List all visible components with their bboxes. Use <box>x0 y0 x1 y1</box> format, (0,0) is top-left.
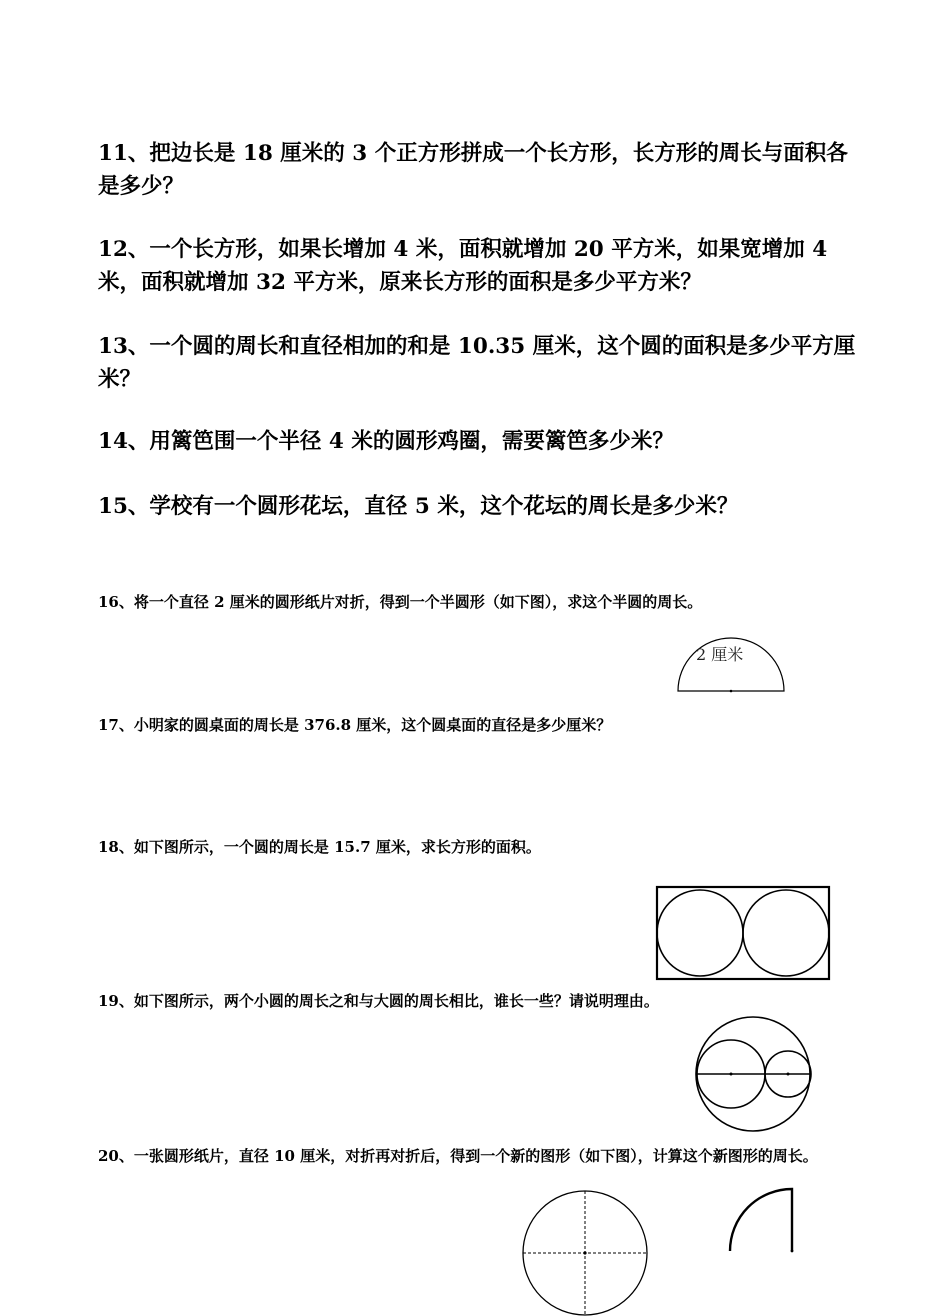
question-19: 19、如下图所示，两个小圆的周长之和与大圆的周长相比，谁长一些？请说明理由。 <box>98 992 659 1010</box>
question-17: 17、小明家的圆桌面的周长是 376.8 厘米，这个圆桌面的直径是多少厘米？ <box>98 716 612 734</box>
question-15: 15、学校有一个圆形花坛，直径 5 米，这个花坛的周长是多少米？ <box>98 494 739 519</box>
quarter-circle-figure <box>726 1185 798 1257</box>
question-11: 11、把边长是 18 厘米的 3 个正方形拼成一个长方形，长方形的周长与面积各是多少？ <box>98 141 848 199</box>
question-14: 14、用篱笆围一个半径 4 米的圆形鸡圈，需要篱笆多少米？ <box>98 429 674 454</box>
question-12: 12、一个长方形，如果长增加 4 米，面积就增加 20 平方米，如果宽增加 4 米，面积就增加 32 平方米，原来长方形的面积是多少平方米？ <box>98 237 828 295</box>
semicircle-figure <box>670 636 794 698</box>
question-16: 16、将一个直径 2 厘米的圆形纸片对折，得到一个半圆形（如下图），求这个半圆的周长。 <box>98 593 703 611</box>
folded-circle-figure <box>520 1188 650 1316</box>
semicircle-diameter-label: 2 厘米 <box>696 645 744 664</box>
question-20: 20、一张圆形纸片，直径 10 厘米，对折再对折后，得到一个新的图形（如下图），计算这个新图形的周长。 <box>98 1147 818 1165</box>
question-13: 13、一个圆的周长和直径相加的和是 10.35 厘米，这个圆的面积是多少平方厘米？ <box>98 334 856 392</box>
rectangle-two-circles-figure <box>655 885 833 981</box>
question-18: 18、如下图所示，一个圆的周长是 15.7 厘米，求长方形的面积。 <box>98 838 541 856</box>
nested-circles-figure <box>693 1015 813 1135</box>
